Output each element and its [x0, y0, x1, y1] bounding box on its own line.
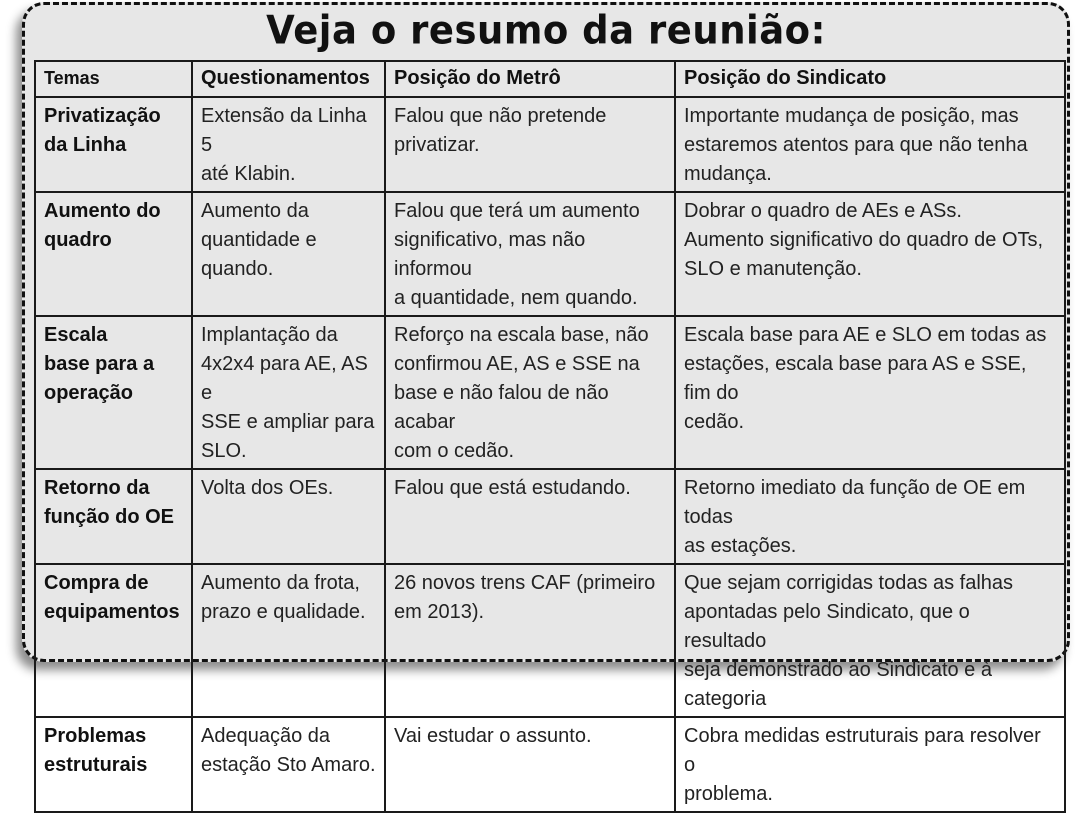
sindicato-cell: Que sejam corrigidas todas as falhas apontadas pelo Sindicato, que o resultado seja demonstrado ao Sindicato e à categoria: [675, 564, 1065, 717]
table-row: [35, 717, 1065, 812]
page-title: Veja o resumo da reunião:: [266, 7, 826, 54]
sindicato-cell: Retorno imediato da função de OE em todas as estações.: [675, 469, 1065, 564]
tema-cell: Problemas estruturais: [35, 717, 192, 812]
table-row: [35, 97, 1065, 192]
tema-cell: Compra de equipamentos: [35, 564, 192, 717]
tema-cell: Aumento do quadro: [35, 192, 192, 316]
table-row: [35, 469, 1065, 564]
questionamento-cell: Aumento da frota, prazo e qualidade.: [192, 564, 385, 717]
sindicato-cell: Escala base para AE e SLO em todas as estações, escala base para AS e SSE, fim do cedão.: [675, 316, 1065, 469]
tema-cell: Retorno da função do OE: [35, 469, 192, 564]
header-questionamentos: Questionamentos: [192, 61, 385, 97]
questionamento-cell: Extensão da Linha 5 até Klabin.: [192, 97, 385, 192]
tema-cell: Privatização da Linha: [35, 97, 192, 192]
table-header-row: [35, 61, 1065, 97]
summary-card: [22, 2, 1070, 805]
sindicato-cell: Cobra medidas estruturais para resolver o problema.: [675, 717, 1065, 812]
questionamento-cell: Adequação da estação Sto Amaro.: [192, 717, 385, 812]
table-row: [35, 564, 1065, 717]
metro-cell: Reforço na escala base, não confirmou AE, AS e SSE na base e não falou de não acabar com o cedão.: [385, 316, 675, 469]
sindicato-cell: Dobrar o quadro de AEs e ASs. Aumento significativo do quadro de OTs, SLO e manutenção.: [675, 192, 1065, 316]
questionamento-cell: Implantação da 4x2x4 para AE, AS e SSE e ampliar para SLO.: [192, 316, 385, 469]
tema-cell: Escala base para a operação: [35, 316, 192, 469]
questionamento-cell: Aumento da quantidade e quando.: [192, 192, 385, 316]
table-row: [35, 192, 1065, 316]
questionamento-cell: Volta dos OEs.: [192, 469, 385, 564]
header-posicao-sindicato: Posição do Sindicato: [675, 61, 1065, 97]
metro-cell: Vai estudar o assunto.: [385, 717, 675, 812]
metro-cell: Falou que não pretende privatizar.: [385, 97, 675, 192]
metro-cell: Falou que terá um aumento significativo, mas não informou a quantidade, nem quando.: [385, 192, 675, 316]
metro-cell: 26 novos trens CAF (primeiro em 2013).: [385, 564, 675, 717]
sindicato-cell: Importante mudança de posição, mas estaremos atentos para que não tenha mudança.: [675, 97, 1065, 192]
table-row: [35, 316, 1065, 469]
header-posicao-metro: Posição do Metrô: [385, 61, 675, 97]
meeting-summary-table: [34, 60, 1066, 813]
header-temas: Temas: [35, 61, 192, 97]
metro-cell: Falou que está estudando.: [385, 469, 675, 564]
